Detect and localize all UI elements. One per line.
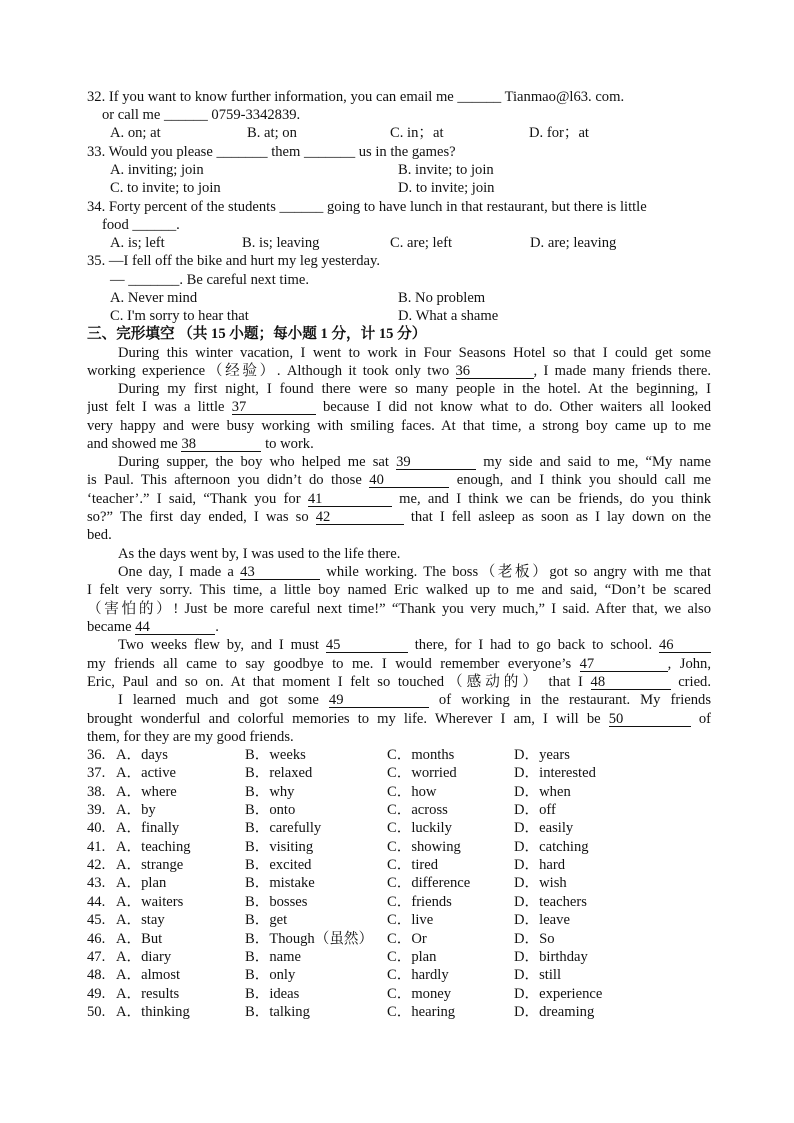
option-c: C．money	[387, 986, 452, 1002]
option-d: D．still	[514, 967, 562, 983]
passage-line: I felt very sorry. This time, a little boy named Eric walked up to me and said, “Don’t be scared	[87, 582, 711, 598]
passage-line: Eric, Paul and so on. At that moment I felt so touched（感动的） that I 48 cried.	[87, 674, 711, 690]
option-d: D．years	[514, 747, 570, 763]
blank-46: 46	[659, 638, 711, 653]
option-d: D．wish	[514, 875, 567, 891]
option-a: A．strange	[116, 857, 184, 873]
option-number: 49.	[87, 986, 106, 1002]
option-c: C．tired	[387, 857, 439, 873]
blank-42: 42	[316, 510, 404, 525]
passage-line: them, for they are my good friends.	[87, 729, 294, 745]
option-d: D．experience	[514, 986, 603, 1002]
option-number: 50.	[87, 1004, 106, 1020]
option-a: A．waiters	[116, 894, 184, 910]
option-d: D．leave	[514, 912, 570, 928]
blank-37: 37	[232, 400, 316, 415]
option-b: B．ideas	[245, 986, 300, 1002]
option-b: B．mistake	[245, 875, 315, 891]
option-d: D．birthday	[514, 949, 588, 965]
question-35-option-c: C. I'm sorry to hear that	[110, 308, 249, 324]
question-33-option-b: B. invite; to join	[398, 162, 494, 178]
question-33-stem: 33. Would you please _______ them _______ us in the games?	[87, 144, 456, 160]
passage-line: brought wonderful and colorful memories to my life. Wherever I am, I will be 50 of	[87, 711, 711, 727]
question-33-option-c: C. to invite; to join	[110, 180, 221, 196]
option-b: B．talking	[245, 1004, 310, 1020]
option-d: D．dreaming	[514, 1004, 595, 1020]
blank-44: 44	[135, 620, 215, 635]
question-32-stem-cont: or call me ______ 0759-3342839.	[102, 107, 301, 123]
option-a: A．days	[116, 747, 168, 763]
passage-line: During this winter vacation, I went to work in Four Seasons Hotel so that I could get some	[118, 345, 711, 361]
option-b: B．relaxed	[245, 765, 313, 781]
option-d: D．off	[514, 802, 556, 818]
passage-line: working experience（经验）. Although it took only two 36 , I made many friends there.	[87, 363, 711, 379]
passage-line: ‘teacher’.” I said, “Thank you for 41 me, and I think we can be friends, do you think	[87, 491, 711, 507]
option-c: C．hearing	[387, 1004, 456, 1020]
passage-line: （害怕的）! Just be more careful next time!” “Thank you very much,” I said. After that, we also	[87, 601, 711, 617]
option-a: A．almost	[116, 967, 181, 983]
passage-line: very happy and were busy working with smiling faces. At that time, a strong boy came up to me	[87, 418, 711, 434]
blank-43: 43	[240, 565, 320, 580]
option-d: D．when	[514, 784, 571, 800]
passage-line: became 44 .	[87, 619, 219, 635]
question-35-option-b: B. No problem	[398, 290, 486, 306]
option-c: C．worried	[387, 765, 457, 781]
blank-47: 47	[580, 657, 668, 672]
option-c: C．luckily	[387, 820, 452, 836]
blank-38: 38	[181, 437, 261, 452]
option-number: 39.	[87, 802, 106, 818]
question-34-option-a: A. is; left	[110, 235, 165, 251]
passage-line: just felt I was a little 37 because I did not know what to do. Other waiters all looked	[87, 399, 711, 415]
option-d: D．So	[514, 931, 555, 947]
passage-line: so?” The first day ended, I was so 42 that I fell asleep as soon as I lay down on the	[87, 509, 711, 525]
option-a: A．results	[116, 986, 180, 1002]
question-32-option-a: A. on; at	[110, 125, 161, 141]
option-c: C．live	[387, 912, 434, 928]
option-d: D．hard	[514, 857, 566, 873]
option-b: B．bosses	[245, 894, 308, 910]
option-number: 42.	[87, 857, 106, 873]
blank-39: 39	[396, 455, 476, 470]
option-a: A．active	[116, 765, 176, 781]
option-a: A．diary	[116, 949, 172, 965]
question-35-option-d: D. What a shame	[398, 308, 499, 324]
option-number: 46.	[87, 931, 106, 947]
blank-48: 48	[591, 675, 671, 690]
option-b: B．only	[245, 967, 296, 983]
passage-line: and showed me 38 to work.	[87, 436, 314, 452]
question-32-option-c: C. in；at	[390, 125, 444, 141]
option-number: 43.	[87, 875, 106, 891]
option-b: B．why	[245, 784, 295, 800]
blank-36: 36	[456, 364, 534, 379]
passage-line: my friends all came to say goodbye to me. I would remember everyone’s 47 , John,	[87, 656, 711, 672]
option-number: 44.	[87, 894, 106, 910]
option-a: A．But	[116, 931, 163, 947]
passage-line: I learned much and got some 49 of working in the restaurant. My friends	[118, 692, 711, 708]
option-number: 48.	[87, 967, 106, 983]
question-32-option-b: B. at; on	[247, 125, 297, 141]
passage-line: One day, I made a 43 while working. The boss（老板）got so angry with me that	[118, 564, 711, 580]
question-34-option-d: D. are; leaving	[530, 235, 617, 251]
question-35-option-a: A. Never mind	[110, 290, 198, 306]
blank-49: 49	[329, 693, 429, 708]
question-34-stem-cont: food ______.	[102, 217, 180, 233]
blank-50: 50	[609, 712, 691, 727]
question-35-stem-cont: — _______. Be careful next time.	[110, 272, 309, 288]
option-a: A．where	[116, 784, 177, 800]
blank-41: 41	[308, 492, 392, 507]
option-number: 41.	[87, 839, 106, 855]
option-number: 45.	[87, 912, 106, 928]
option-a: A．plan	[116, 875, 167, 891]
option-b: B．Though（虽然）	[245, 931, 374, 947]
option-b: B．onto	[245, 802, 296, 818]
question-34-option-c: C. are; left	[390, 235, 452, 251]
question-33-option-d: D. to invite; join	[398, 180, 495, 196]
passage-line: During supper, the boy who helped me sat 39 my side and said to me, “My name	[118, 454, 711, 470]
option-b: B．name	[245, 949, 301, 965]
option-d: D．teachers	[514, 894, 587, 910]
option-d: D．interested	[514, 765, 596, 781]
question-32-stem: 32. If you want to know further information, you can email me ______ Tianmao@l63. com.	[87, 89, 625, 105]
option-a: A．teaching	[116, 839, 191, 855]
section-title: 三、完形填空 （共 15 小题；每小题 1 分，计 15 分）	[87, 326, 427, 342]
option-b: B．excited	[245, 857, 312, 873]
option-c: C．how	[387, 784, 437, 800]
option-c: C．hardly	[387, 967, 449, 983]
option-c: C．friends	[387, 894, 452, 910]
option-b: B．get	[245, 912, 288, 928]
question-32-option-d: D. for；at	[529, 125, 589, 141]
option-c: C．months	[387, 747, 455, 763]
passage-line: During my first night, I found there were so many people in the hotel. At the beginning, I	[118, 381, 711, 397]
passage-line: bed.	[87, 527, 112, 543]
question-35-stem: 35. —I fell off the bike and hurt my leg yesterday.	[87, 253, 381, 269]
option-a: A．by	[116, 802, 156, 818]
option-d: D．catching	[514, 839, 589, 855]
option-b: B．carefully	[245, 820, 322, 836]
option-number: 47.	[87, 949, 106, 965]
option-c: C．across	[387, 802, 448, 818]
option-a: A．stay	[116, 912, 165, 928]
option-number: 38.	[87, 784, 106, 800]
option-c: C．difference	[387, 875, 471, 891]
option-number: 40.	[87, 820, 106, 836]
passage-line: As the days went by, I was used to the life there.	[118, 546, 401, 562]
passage-line: Two weeks flew by, and I must 45 there, for I had to go back to school. 46	[87, 636, 711, 654]
passage-line: is Paul. This afternoon you didn’t do those 40 enough, and I think you should call me	[87, 472, 711, 488]
option-b: B．weeks	[245, 747, 306, 763]
option-number: 36.	[87, 747, 106, 763]
option-b: B．visiting	[245, 839, 314, 855]
option-c: C．Or	[387, 931, 427, 947]
blank-45: 45	[326, 638, 408, 653]
question-33-option-a: A. inviting; join	[110, 162, 204, 178]
option-c: C．plan	[387, 949, 437, 965]
option-number: 37.	[87, 765, 106, 781]
option-d: D．easily	[514, 820, 574, 836]
question-34-option-b: B. is; leaving	[242, 235, 320, 251]
option-a: A．finally	[116, 820, 180, 836]
blank-40: 40	[369, 473, 449, 488]
question-34-stem: 34. Forty percent of the students ______ going to have lunch in that restaurant, but there is little	[87, 199, 647, 215]
option-c: C．showing	[387, 839, 461, 855]
option-a: A．thinking	[116, 1004, 190, 1020]
